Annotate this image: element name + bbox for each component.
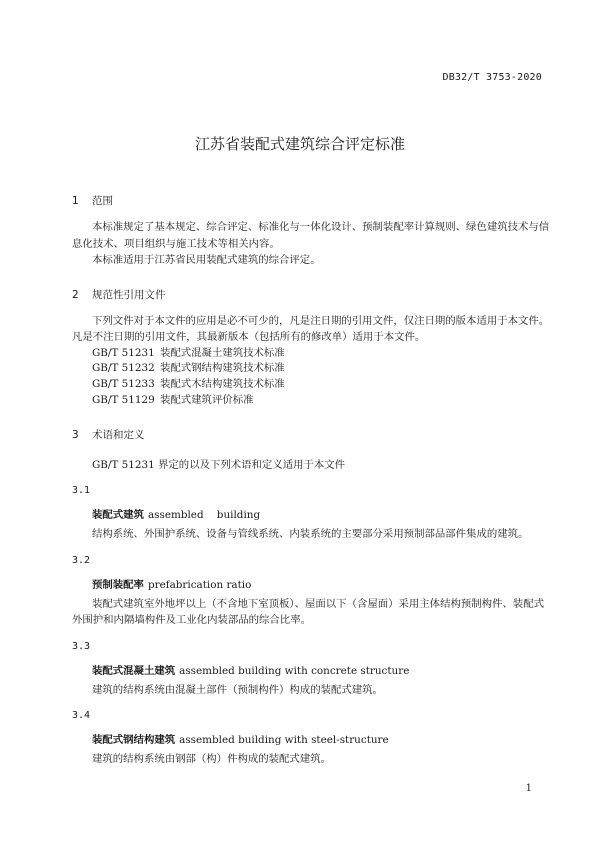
term-entry: [72, 732, 550, 748]
term-number: 3.4: [72, 710, 91, 722]
section-title: 术语和定义: [92, 428, 145, 441]
section-number: 3: [72, 428, 79, 441]
term-number: 3.2: [72, 554, 91, 566]
section-number: 1: [72, 195, 79, 207]
section-title: 范围: [92, 195, 113, 207]
term-chinese: 预制装配率: [92, 578, 144, 591]
term-definition: 装配式建筑室外地坪以上（不含地下室顶板）、屋面以下（含屋面）采用主体结构预制构件、装配式外围护和内隔墙构件及工业化内装部品的综合比率。: [72, 597, 544, 627]
reference-item: [72, 393, 550, 409]
reference-code: GB/T 51129: [92, 393, 155, 406]
section-title: 规范性引用文件: [92, 288, 166, 301]
section-heading-normative: [72, 287, 550, 303]
reference-name: 装配式木结构建筑技术标准: [160, 378, 285, 391]
document-body: [72, 193, 550, 768]
reference-item: [72, 346, 550, 362]
scope-paragraph-1: 本标准规定了基本规定、综合评定、标准化与一体化设计、预制装配率计算规则、绿色建筑技术与信息化技术、项目组织与施工技术等相关内容。: [72, 221, 550, 250]
section-number: 2: [72, 288, 79, 301]
terms-intro: GB/T 51231 界定的以及下列术语和定义适用于本文件: [92, 458, 346, 471]
term-entry: [72, 577, 550, 593]
reference-item: [72, 361, 550, 377]
normative-paragraph: 下列文件对于本文件的应用是必不可少的，凡是注日期的引用文件，仅注日期的版本适用于本文件。凡是不注日期的引用文件，其最新版本（包括所有的修改单）适用于本文件。: [72, 314, 550, 343]
page-number: 1: [525, 783, 532, 794]
document-title: 江苏省装配式建筑综合评定标准: [194, 135, 405, 153]
reference-item: [72, 377, 550, 393]
reference-name: 装配式混凝土建筑技术标准: [160, 346, 285, 359]
term-entry: [72, 663, 550, 679]
term-definition: 结构系统、外围护系统、设备与管线系统、内装系统的主要部分采用预制部品部件集成的建筑。: [92, 528, 529, 541]
section-heading-scope: [72, 193, 550, 209]
term-english: assembled building with steel-structure: [179, 734, 389, 747]
term-english: assembled building with concrete structure: [179, 664, 410, 677]
term-definition: 建筑的结构系统由混凝土部件（预制构件）构成的装配式建筑。: [92, 683, 383, 696]
term-chinese: 装配式钢结构建筑: [92, 734, 176, 747]
term-number: 3.1: [72, 485, 91, 497]
term-entry: [72, 507, 550, 523]
reference-code: GB/T 51233: [92, 378, 155, 391]
term-definition: 建筑的结构系统由钢部（构）件构成的装配式建筑。: [92, 753, 331, 766]
document-code: DB32/T 3753-2020: [442, 72, 542, 83]
reference-code: GB/T 51232: [92, 362, 155, 375]
term-chinese: 装配式混凝土建筑: [92, 664, 176, 677]
term-english: assembled building: [147, 509, 261, 522]
term-number: 3.3: [72, 640, 91, 652]
reference-name: 装配式钢结构建筑技术标准: [160, 362, 285, 375]
term-chinese: 装配式建筑: [92, 509, 144, 522]
section-heading-terms: [72, 427, 550, 443]
scope-paragraph-2: 本标准适用于江苏省民用装配式建筑的综合评定。: [92, 254, 321, 266]
term-english: prefabrication ratio: [147, 578, 252, 591]
reference-name: 装配式建筑评价标准: [160, 393, 254, 406]
reference-code: GB/T 51231: [92, 346, 155, 359]
